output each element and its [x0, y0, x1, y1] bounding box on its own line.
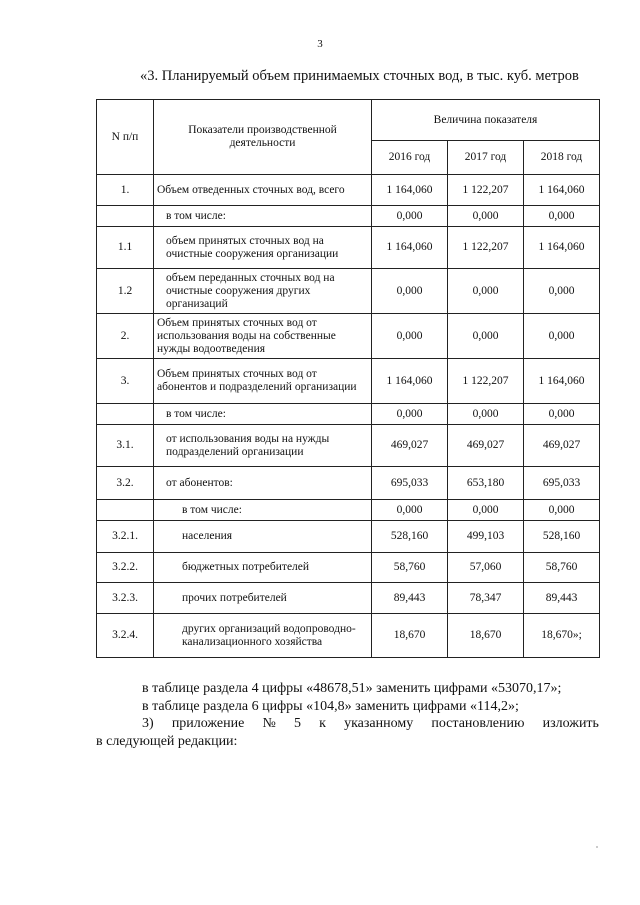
row-label: объем принятых сточных вод на очистные сооружения организации [154, 227, 372, 269]
row-value-2018: 0,000 [524, 500, 600, 521]
paragraph-continuation: в следующей редакции: [96, 734, 238, 749]
paragraph-word: постановлению [431, 716, 525, 731]
scan-speck [596, 846, 598, 848]
paragraph-appendix-5 [142, 716, 599, 732]
row-value-2016: 58,760 [372, 553, 448, 583]
row-label: других организаций водопроводно-канализационного хозяйства [154, 614, 372, 658]
row-num: 3.2.4. [97, 614, 154, 658]
paragraph-word: изложить [542, 716, 599, 731]
row-value-2016: 0,000 [372, 314, 448, 359]
row-value-2017: 0,000 [448, 269, 524, 314]
paragraph-word: указанному [344, 716, 414, 731]
row-value-2016: 0,000 [372, 206, 448, 227]
paragraph-word: 3) [142, 716, 154, 731]
row-value-2017: 0,000 [448, 314, 524, 359]
row-num: 3.2.1. [97, 521, 154, 553]
row-value-2016: 1 164,060 [372, 227, 448, 269]
header-num: N п/п [97, 100, 154, 175]
row-value-2017: 0,000 [448, 206, 524, 227]
row-value-2018: 0,000 [524, 269, 600, 314]
table-row [97, 521, 600, 553]
table-row [97, 614, 600, 658]
row-value-2017: 57,060 [448, 553, 524, 583]
paragraph-section-4: в таблице раздела 4 цифры «48678,51» заменить цифрами «53070,17»; [142, 681, 562, 696]
row-value-2017: 499,103 [448, 521, 524, 553]
row-value-2018: 0,000 [524, 314, 600, 359]
row-value-2017: 18,670 [448, 614, 524, 658]
row-label: населения [154, 521, 372, 553]
table-row [97, 314, 600, 359]
row-value-2018: 469,027 [524, 425, 600, 467]
row-label: в том числе: [154, 206, 372, 227]
table-row [97, 359, 600, 404]
row-num [97, 206, 154, 227]
paragraph-word: приложение [171, 716, 245, 731]
row-value-2018: 1 164,060 [524, 175, 600, 206]
row-value-2016: 695,033 [372, 467, 448, 500]
header-indicator: Показатели производственной деятельности [154, 100, 372, 175]
row-num: 3. [97, 359, 154, 404]
row-value-2017: 78,347 [448, 583, 524, 614]
row-value-2018: 89,443 [524, 583, 600, 614]
row-value-2016: 1 164,060 [372, 359, 448, 404]
row-label: от использования воды на нужды подразделений организации [154, 425, 372, 467]
row-value-2018: 0,000 [524, 206, 600, 227]
table-row [97, 227, 600, 269]
row-value-2016: 89,443 [372, 583, 448, 614]
header-value: Величина показателя [372, 100, 600, 141]
table-row [97, 553, 600, 583]
row-value-2016: 0,000 [372, 500, 448, 521]
row-num: 3.1. [97, 425, 154, 467]
paragraph-word: 5 [293, 716, 301, 731]
row-label: бюджетных потребителей [154, 553, 372, 583]
row-value-2018: 528,160 [524, 521, 600, 553]
row-value-2017: 1 122,207 [448, 175, 524, 206]
row-label: от абонентов: [154, 467, 372, 500]
row-num: 1.2 [97, 269, 154, 314]
row-value-2017: 469,027 [448, 425, 524, 467]
row-value-2018: 695,033 [524, 467, 600, 500]
table-row [97, 206, 600, 227]
row-value-2018: 58,760 [524, 553, 600, 583]
header-year-2017: 2017 год [448, 141, 524, 175]
header-year-2018: 2018 год [524, 141, 600, 175]
row-value-2018: 18,670»; [524, 614, 600, 658]
row-value-2018: 1 164,060 [524, 227, 600, 269]
table-row [97, 500, 600, 521]
row-value-2016: 469,027 [372, 425, 448, 467]
paragraph-word: № [262, 716, 276, 731]
row-value-2016: 528,160 [372, 521, 448, 553]
table-row [97, 175, 600, 206]
row-num: 3.2.2. [97, 553, 154, 583]
row-value-2018: 1 164,060 [524, 359, 600, 404]
table-row [97, 467, 600, 500]
row-num: 3.2.3. [97, 583, 154, 614]
row-value-2016: 18,670 [372, 614, 448, 658]
row-value-2016: 0,000 [372, 404, 448, 425]
row-value-2017: 0,000 [448, 500, 524, 521]
row-num [97, 404, 154, 425]
row-value-2016: 0,000 [372, 269, 448, 314]
page-number: 3 [317, 38, 323, 50]
row-num [97, 500, 154, 521]
row-value-2017: 0,000 [448, 404, 524, 425]
row-label: в том числе: [154, 500, 372, 521]
row-value-2017: 653,180 [448, 467, 524, 500]
table-row [97, 269, 600, 314]
header-year-2016: 2016 год [372, 141, 448, 175]
row-label: прочих потребителей [154, 583, 372, 614]
row-label: Объем принятых сточных вод от использования воды на собственные нужды водоотведения [154, 314, 372, 359]
row-label: Объем принятых сточных вод от абонентов и подразделений организации [154, 359, 372, 404]
table-row [97, 425, 600, 467]
row-value-2016: 1 164,060 [372, 175, 448, 206]
paragraph-section-6: в таблице раздела 6 цифры «104,8» заменить цифрами «114,2»; [142, 699, 519, 714]
table-row [97, 404, 600, 425]
row-value-2017: 1 122,207 [448, 227, 524, 269]
row-value-2018: 0,000 [524, 404, 600, 425]
wastewater-table [96, 99, 600, 658]
row-num: 1. [97, 175, 154, 206]
table-heading: «3. Планируемый объем принимаемых сточных вод, в тыс. куб. метров [140, 68, 579, 84]
table-row [97, 583, 600, 614]
paragraph-word: к [319, 716, 326, 731]
row-label: объем переданных сточных вод на очистные сооружения других организаций [154, 269, 372, 314]
row-num: 3.2. [97, 467, 154, 500]
row-num: 2. [97, 314, 154, 359]
row-num: 1.1 [97, 227, 154, 269]
row-value-2017: 1 122,207 [448, 359, 524, 404]
row-label: Объем отведенных сточных вод, всего [154, 175, 372, 206]
row-label: в том числе: [154, 404, 372, 425]
